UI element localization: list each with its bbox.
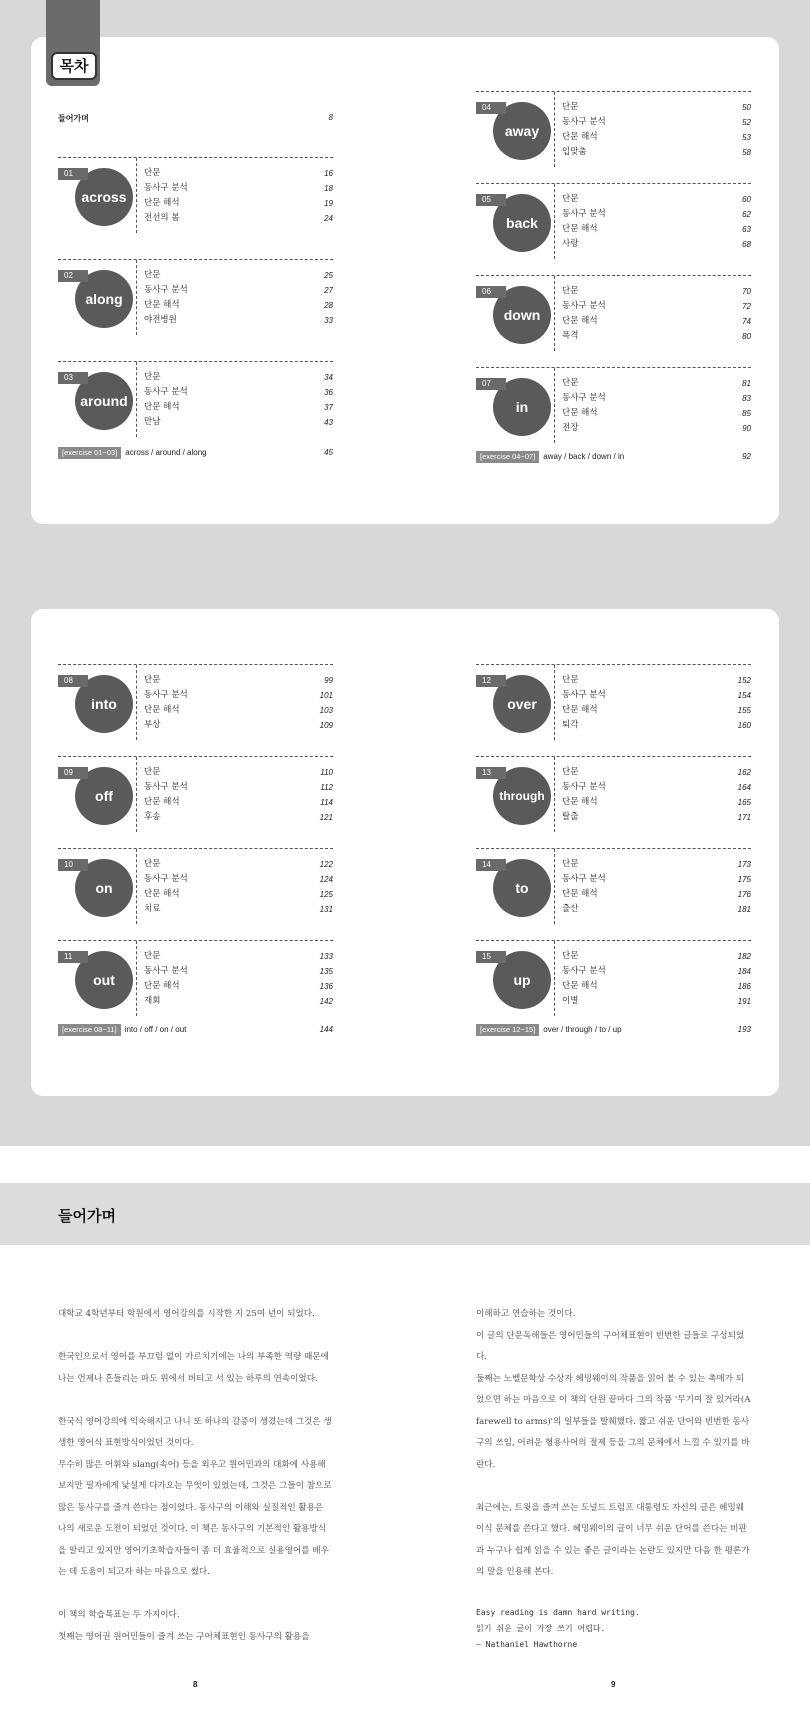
toc-item-page: 164 <box>737 783 751 792</box>
chapter-number: 08 <box>58 675 88 687</box>
toc-item[interactable] <box>144 718 333 733</box>
quote-line: 읽기 쉬운 글이 가장 쓰기 어렵다. <box>476 1624 606 1633</box>
toc-item-label: 단문 해석 <box>562 797 598 807</box>
toc-item[interactable] <box>562 718 751 733</box>
toc-item[interactable] <box>144 313 333 328</box>
toc-item[interactable] <box>562 406 751 421</box>
toc-item-label: 단문 해석 <box>562 981 598 991</box>
exercise-text: over / through / to / up <box>543 1025 622 1034</box>
chapter-items <box>562 673 751 733</box>
toc-item-page: 154 <box>737 691 751 700</box>
toc-item-page: 162 <box>737 768 751 777</box>
toc-group-off <box>58 756 333 838</box>
chapter-items <box>562 100 751 160</box>
toc-intro-label: 들어가며 <box>58 114 89 123</box>
intro-paragraph: 한국인으로서 영어를 부끄럼 없이 가르치기에는 나의 부족한 역량 때문에 나는 언제나 흔들리는 파도 위에서 버티고 서 있는 하루의 연속이었다. <box>58 1352 329 1384</box>
toc-item-label: 단문 해석 <box>144 981 180 991</box>
toc-item-page: 37 <box>324 403 333 412</box>
toc-item[interactable] <box>562 872 751 887</box>
chapter-number: 09 <box>58 767 88 779</box>
toc-item-label: 동사구 분석 <box>144 782 188 792</box>
dotted-divider <box>136 362 137 437</box>
toc-item-label: 단문 <box>144 675 161 685</box>
toc-item[interactable] <box>562 299 751 314</box>
dotted-divider <box>136 260 137 335</box>
exercise-tag: [exercise 04~07] <box>476 451 539 463</box>
exercise-text: across / around / along <box>125 448 207 457</box>
page-number-right: 9 <box>611 1680 616 1689</box>
chapter-number: 07 <box>476 378 506 390</box>
toc-item-page: 52 <box>742 118 751 127</box>
toc-item-page: 175 <box>737 875 751 884</box>
toc-item[interactable] <box>562 192 751 207</box>
toc-item-page: 110 <box>320 768 333 777</box>
toc-item[interactable] <box>144 872 333 887</box>
toc-item[interactable] <box>562 902 751 917</box>
intro-left-column <box>58 1304 334 1648</box>
toc-item[interactable] <box>562 979 751 994</box>
toc-item-page: 160 <box>737 721 751 730</box>
toc-item[interactable] <box>562 810 751 825</box>
toc-item-page: 58 <box>742 148 751 157</box>
toc-item-label: 동사구 분석 <box>144 285 188 295</box>
dotted-divider <box>554 757 555 832</box>
toc-item-page: 125 <box>319 890 333 899</box>
toc-item-label: 이별 <box>562 996 579 1006</box>
chapter-word-circle[interactable]: down <box>493 286 551 344</box>
dotted-divider <box>554 368 555 443</box>
toc-item-page: 99 <box>324 676 333 685</box>
toc-item-page: 122 <box>319 860 333 869</box>
toc-item[interactable] <box>562 949 751 964</box>
toc-item-label: 동사구 분석 <box>562 690 606 700</box>
toc-group-across <box>58 157 333 239</box>
toc-item-page: 191 <box>737 997 751 1006</box>
toc-group-up <box>476 940 751 1022</box>
dotted-divider <box>554 849 555 924</box>
toc-item-page: 136 <box>319 982 333 991</box>
toc-item-label: 동사구 분석 <box>144 387 188 397</box>
chapter-word-circle[interactable]: along <box>75 270 133 328</box>
toc-item-page: 131 <box>319 905 333 914</box>
dotted-divider <box>554 92 555 167</box>
toc-item[interactable] <box>144 400 333 415</box>
exercise-page: 144 <box>319 1025 333 1034</box>
toc-item-page: 83 <box>742 394 751 403</box>
toc-item-label: 동사구 분석 <box>562 209 606 219</box>
toc-item-page: 34 <box>324 373 333 382</box>
toc-item-page: 135 <box>319 967 333 976</box>
exercise-page: 193 <box>737 1025 751 1034</box>
chapter-word-circle[interactable]: over <box>493 675 551 733</box>
dotted-divider <box>554 184 555 259</box>
intro-paragraph: 최근에는, 트윗을 즐겨 쓰는 도널드 트럼프 대통령도 자신의 글은 헤밍웨이식 문체를 쓴다고 했다. 헤밍웨이의 글이 너무 쉬운 단어를 쓴다는 비판과 누구나 쉽게 읽을 수 있는 좋은 글이라는 논란도 있지만 다음 한 평론가의 말을 인용해 본다. <box>476 1502 750 1577</box>
toc-item[interactable] <box>144 780 333 795</box>
chapter-items <box>144 857 333 917</box>
chapter-number: 01 <box>58 168 88 180</box>
toc-item[interactable] <box>562 329 751 344</box>
toc-item-label: 단문 해석 <box>562 224 598 234</box>
toc-item-label: 단문 <box>562 859 579 869</box>
toc-item[interactable] <box>144 166 333 181</box>
toc-group-back <box>476 183 751 265</box>
chapter-number: 05 <box>476 194 506 206</box>
toc-item[interactable] <box>562 765 751 780</box>
toc-item-page: 181 <box>737 905 751 914</box>
toc-item[interactable] <box>562 857 751 872</box>
toc-item[interactable] <box>562 376 751 391</box>
toc-item[interactable] <box>562 795 751 810</box>
toc-item-page: 80 <box>742 332 751 341</box>
toc-item-page: 50 <box>742 103 751 112</box>
chapter-number: 11 <box>58 951 88 963</box>
toc-item[interactable] <box>562 130 751 145</box>
chapter-word-circle[interactable]: up <box>493 951 551 1009</box>
toc-group-on <box>58 848 333 930</box>
toc-item-label: 단문 <box>144 270 161 280</box>
chapter-items <box>144 166 333 226</box>
toc-item-label: 만남 <box>144 417 161 427</box>
toc-item[interactable] <box>562 222 751 237</box>
toc-item-page: 109 <box>319 721 333 730</box>
toc-item-page: 72 <box>742 302 751 311</box>
toc-group-into <box>58 664 333 746</box>
chapter-items <box>562 284 751 344</box>
toc-item-label: 동사구 분석 <box>144 690 188 700</box>
toc-title: 목차 <box>51 52 97 80</box>
toc-item-page: 18 <box>324 184 333 193</box>
toc-item-page: 60 <box>742 195 751 204</box>
toc-item-page: 171 <box>737 813 751 822</box>
toc-item-page: 142 <box>319 997 333 1006</box>
toc-group-down <box>476 275 751 357</box>
chapter-items <box>562 376 751 436</box>
toc-item-page: 90 <box>742 424 751 433</box>
toc-item-label: 단문 해석 <box>144 402 180 412</box>
chapter-word-circle[interactable]: around <box>75 372 133 430</box>
toc-item[interactable] <box>144 385 333 400</box>
toc-item[interactable] <box>144 211 333 226</box>
toc-item-label: 단문 <box>144 372 161 382</box>
toc-item[interactable] <box>144 857 333 872</box>
toc-item[interactable] <box>144 994 333 1009</box>
chapter-word-circle[interactable]: out <box>75 951 133 1009</box>
chapter-word-circle[interactable]: through <box>493 767 551 825</box>
dotted-divider <box>136 665 137 740</box>
quote-line: Easy reading is damn hard writing. <box>476 1608 640 1617</box>
toc-item-label: 단문 <box>562 194 579 204</box>
toc-item-page: 70 <box>742 287 751 296</box>
intro-paragraph: 이해하고 연습하는 것이다. <box>476 1309 576 1319</box>
toc-item[interactable] <box>144 181 333 196</box>
toc-item-label: 동사구 분석 <box>562 117 606 127</box>
toc-item-page: 101 <box>319 691 333 700</box>
toc-item-page: 68 <box>742 240 751 249</box>
exercise-tag: [exercise 08~11] <box>58 1024 121 1036</box>
toc-item-page: 33 <box>324 316 333 325</box>
exercise-row[interactable] <box>476 451 751 463</box>
chapter-number: 10 <box>58 859 88 871</box>
toc-item-page: 182 <box>737 952 751 961</box>
chapter-items <box>562 192 751 252</box>
toc-item-page: 165 <box>737 798 751 807</box>
toc-item-label: 야전병원 <box>144 315 177 325</box>
chapter-number: 13 <box>476 767 506 779</box>
chapter-number: 06 <box>476 286 506 298</box>
toc-group-in <box>476 367 751 449</box>
toc-item[interactable] <box>562 207 751 222</box>
toc-item[interactable] <box>144 902 333 917</box>
chapter-items <box>562 765 751 825</box>
toc-group-away <box>476 91 751 173</box>
toc-item-label: 동사구 분석 <box>562 301 606 311</box>
exercise-page: 92 <box>742 452 751 461</box>
toc-item-label: 단문 해석 <box>562 408 598 418</box>
chapter-word-circle[interactable]: to <box>493 859 551 917</box>
toc-item-label: 단문 해석 <box>562 316 598 326</box>
toc-item-page: 62 <box>742 210 751 219</box>
toc-item-label: 단문 해석 <box>144 300 180 310</box>
toc-item-page: 85 <box>742 409 751 418</box>
exercise-page: 45 <box>324 448 333 457</box>
chapter-items <box>562 857 751 917</box>
exercise-row[interactable] <box>58 1024 333 1036</box>
toc-item-page: 112 <box>320 783 333 792</box>
toc-item[interactable] <box>144 673 333 688</box>
chapter-items <box>144 370 333 430</box>
toc-item-label: 단문 <box>562 675 579 685</box>
toc-item-label: 동사구 분석 <box>562 874 606 884</box>
toc-item[interactable] <box>144 703 333 718</box>
toc-item-label: 전선의 봄 <box>144 213 180 223</box>
intro-paragraph: 이 글의 단문독해들은 영어민들의 구어체표현이 빈번한 글들로 구성되었다. <box>476 1330 745 1362</box>
toc-item-label: 단문 <box>144 859 161 869</box>
toc-item-label: 폭격 <box>562 331 579 341</box>
toc-item-label: 동사구 분석 <box>562 393 606 403</box>
toc-item[interactable] <box>562 237 751 252</box>
intro-paragraph: 둘째는 노벨문학상 수상자 헤밍웨이의 작품을 읽어 볼 수 있는 촉매가 되었으면 하는 마음으로 이 책의 단원 끝마다 그의 작품 '무기여 잘 있거라(A farewell to arms)'의 일부들을 발췌했다. 짧고 쉬운 단어와 빈번한 동사구의 쓰임, 어려운 형용사어의 절제 등을 그의 문체에서 느낄 수 있기를 바란다. <box>476 1373 751 1470</box>
intro-paragraph: 대학교 4학년부터 학원에서 영어강의를 시작한 지 25여 년이 되었다. <box>58 1309 315 1319</box>
intro-right-column <box>476 1304 752 1653</box>
toc-item-label: 동사구 분석 <box>562 782 606 792</box>
toc-item[interactable] <box>144 887 333 902</box>
toc-group-along <box>58 259 333 341</box>
chapter-items <box>144 673 333 733</box>
dotted-divider <box>554 665 555 740</box>
toc-item-label: 입맞춤 <box>562 147 587 157</box>
toc-item-page: 16 <box>324 169 333 178</box>
intro-quote <box>476 1605 752 1653</box>
toc-item-page: 186 <box>737 982 751 991</box>
toc-item-label: 탈출 <box>562 812 579 822</box>
intro-paragraph: 무수히 많은 어휘와 slang(속어) 등을 외우고 원어민과의 대화에 사용해 보지만 필자에게 낯설게 다가오는 무엇이 있었는데, 그것은 그들이 참으로 많은 동사구를 즐겨 쓴다는 점이었다. 동사구의 이해와 실질적인 활용은 나의 새로운 도전이 되었던 것이다. 이 책은 동사구의 기본적인 활용방식을 알리고 있지만 영어기초학습자들이 좀 더 효율적으로 실용영어를 배우는 데 도움이 되고자 하는 마음으로 썼다. <box>58 1459 332 1577</box>
exercise-tag: [exercise 12~15] <box>476 1024 539 1036</box>
toc-item[interactable] <box>562 421 751 436</box>
intro-paragraph: 이 책의 학습목표는 두 가지이다. <box>58 1610 180 1620</box>
chapter-word-circle[interactable]: in <box>493 378 551 436</box>
toc-item[interactable] <box>144 268 333 283</box>
toc-item-label: 단문 <box>562 286 579 296</box>
toc-item[interactable] <box>144 688 333 703</box>
intro-paragraph: 한국식 영어강의에 익숙해지고 나니 또 하나의 갈증이 생겼는데 그것은 생생한 영어식 표현방식이었던 것이다. <box>58 1416 332 1448</box>
toc-item[interactable] <box>562 391 751 406</box>
chapter-number: 15 <box>476 951 506 963</box>
toc-item[interactable] <box>144 283 333 298</box>
toc-item[interactable] <box>562 703 751 718</box>
toc-item[interactable] <box>562 145 751 160</box>
toc-item[interactable] <box>144 415 333 430</box>
toc-item[interactable] <box>562 994 751 1009</box>
chapter-word-circle[interactable]: back <box>493 194 551 252</box>
exercise-text: into / off / on / out <box>124 1025 187 1034</box>
toc-group-out <box>58 940 333 1022</box>
chapter-number: 02 <box>58 270 88 282</box>
toc-item-label: 단문 해석 <box>562 889 598 899</box>
chapter-items <box>562 949 751 1009</box>
toc-item-page: 133 <box>319 952 333 961</box>
toc-item-page: 19 <box>324 199 333 208</box>
toc-item[interactable] <box>562 314 751 329</box>
toc-item[interactable] <box>144 370 333 385</box>
toc-group-through <box>476 756 751 838</box>
chapter-items <box>144 765 333 825</box>
toc-item-label: 동사구 분석 <box>144 183 188 193</box>
toc-item-page: 81 <box>742 379 751 388</box>
toc-item[interactable] <box>144 949 333 964</box>
toc-item-page: 103 <box>319 706 333 715</box>
toc-item-page: 152 <box>737 676 751 685</box>
chapter-items <box>144 268 333 328</box>
toc-item[interactable] <box>144 795 333 810</box>
toc-item-page: 43 <box>324 418 333 427</box>
toc-item[interactable] <box>144 979 333 994</box>
toc-item-label: 단문 해석 <box>144 797 180 807</box>
dotted-divider <box>554 941 555 1016</box>
toc-item-label: 치료 <box>144 904 161 914</box>
toc-item-label: 재회 <box>144 996 161 1006</box>
intro-paragraph: 첫째는 영어권 원어민들이 즐겨 쓰는 구어체표현인 동사구의 활용을 <box>58 1631 310 1642</box>
exercise-row[interactable] <box>58 447 333 459</box>
toc-item-label: 단문 해석 <box>144 198 180 208</box>
toc-item-label: 단문 <box>562 951 579 961</box>
toc-item-page: 27 <box>324 286 333 295</box>
toc-item-page: 28 <box>324 301 333 310</box>
toc-item-page: 63 <box>742 225 751 234</box>
toc-item-page: 124 <box>319 875 333 884</box>
intro-header-band <box>0 1183 810 1245</box>
dotted-divider <box>136 941 137 1016</box>
page-number-left: 8 <box>193 1680 198 1689</box>
toc-item[interactable] <box>144 765 333 780</box>
toc-item-page: 74 <box>742 317 751 326</box>
toc-intro-row[interactable] <box>58 113 333 124</box>
toc-item-label: 동사구 분석 <box>562 966 606 976</box>
toc-item-page: 176 <box>737 890 751 899</box>
toc-item[interactable] <box>144 810 333 825</box>
dotted-divider <box>136 158 137 233</box>
toc-item-label: 단문 <box>144 168 161 178</box>
toc-item-label: 출산 <box>562 904 579 914</box>
toc-item[interactable] <box>562 100 751 115</box>
toc-item-label: 전장 <box>562 423 579 433</box>
toc-item-label: 단문 해석 <box>144 705 180 715</box>
dotted-divider <box>136 757 137 832</box>
toc-item-label: 단문 해석 <box>562 132 598 142</box>
toc-item-label: 단문 <box>144 951 161 961</box>
toc-item[interactable] <box>562 780 751 795</box>
toc-item-page: 114 <box>320 798 333 807</box>
toc-group-over <box>476 664 751 746</box>
chapter-word-circle[interactable]: away <box>493 102 551 160</box>
toc-item[interactable] <box>144 196 333 211</box>
chapter-number: 04 <box>476 102 506 114</box>
toc-item-label: 동사구 분석 <box>144 874 188 884</box>
toc-item-label: 단문 <box>562 102 579 112</box>
toc-item-page: 53 <box>742 133 751 142</box>
intro-title: 들어가며 <box>58 1207 116 1225</box>
toc-item[interactable] <box>562 887 751 902</box>
toc-item[interactable] <box>144 964 333 979</box>
chapter-word-circle[interactable]: across <box>75 168 133 226</box>
chapter-word-circle[interactable]: off <box>75 767 133 825</box>
dotted-divider <box>554 276 555 351</box>
chapter-word-circle[interactable]: into <box>75 675 133 733</box>
toc-item-page: 25 <box>324 271 333 280</box>
toc-item-label: 후송 <box>144 812 161 822</box>
toc-item-page: 36 <box>324 388 333 397</box>
toc-item-label: 단문 <box>144 767 161 777</box>
toc-group-to <box>476 848 751 930</box>
chapter-number: 12 <box>476 675 506 687</box>
toc-item-label: 단문 <box>562 378 579 388</box>
toc-item-label: 퇴각 <box>562 720 579 730</box>
toc-item[interactable] <box>562 284 751 299</box>
exercise-text: away / back / down / in <box>543 452 625 461</box>
toc-item-label: 사랑 <box>562 239 579 249</box>
dotted-divider <box>136 849 137 924</box>
toc-item[interactable] <box>144 298 333 313</box>
toc-item-label: 동사구 분석 <box>144 966 188 976</box>
toc-item-page: 121 <box>319 813 333 822</box>
toc-item-label: 단문 해석 <box>144 889 180 899</box>
exercise-tag: [exercise 01~03] <box>58 447 121 459</box>
chapter-number: 14 <box>476 859 506 871</box>
toc-intro-page: 8 <box>328 113 333 122</box>
toc-item-page: 155 <box>737 706 751 715</box>
toc-item-page: 184 <box>737 967 751 976</box>
chapter-items <box>144 949 333 1009</box>
chapter-word-circle[interactable]: on <box>75 859 133 917</box>
toc-item-label: 단문 해석 <box>562 705 598 715</box>
chapter-number: 03 <box>58 372 88 384</box>
toc-item[interactable] <box>562 688 751 703</box>
toc-item-label: 단문 <box>562 767 579 777</box>
toc-item-label: 부상 <box>144 720 161 730</box>
exercise-row[interactable] <box>476 1024 751 1036</box>
toc-item[interactable] <box>562 115 751 130</box>
quote-line: – Nathaniel Hawthorne <box>476 1640 578 1649</box>
toc-item[interactable] <box>562 964 751 979</box>
toc-item-page: 24 <box>324 214 333 223</box>
toc-item-page: 173 <box>737 860 751 869</box>
toc-item[interactable] <box>562 673 751 688</box>
toc-group-around <box>58 361 333 443</box>
